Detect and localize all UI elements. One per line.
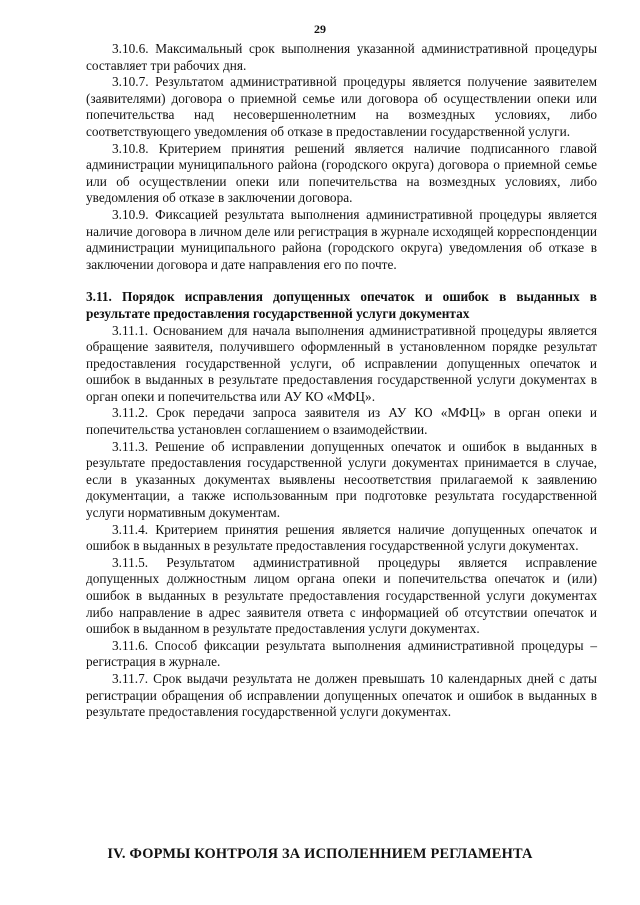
paragraph-3-10-9: 3.10.9. Фиксацией результата выполнения административной процедуры является наличие договора в личном деле или регистрация в журнале исходящей корреспонденции администрации муниципального района (городского округа) уведомления об отказе в заключении договора и дате направления его по почте. [86, 206, 597, 272]
paragraph-3-11-2: 3.11.2. Срок передачи запроса заявителя из АУ КО «МФЦ» в орган опеки и попечительства установлен соглашением о взаимодействии. [86, 405, 597, 438]
paragraph-3-11-3: 3.11.3. Решение об исправлении допущенных опечаток и ошибок в выданных в результате предоставления государственной услуги документах принимается в случае, если в указанных документах выявлены несоответствия прилагаемой к заявлению документации, а также использованным при подготовке результата государственной услуги нормативным документам. [86, 438, 597, 521]
document-body [86, 41, 597, 721]
paragraph-3-11-5: 3.11.5. Результатом административной процедуры является исправление допущенных должностным лицом органа опеки и попечительства опечаток и (или) ошибок в выданных в результате предоставления государственной услуги документах либо направление в адрес заявителя ответа с информацией об отсутствии опечаток и ошибок в выданном в результате предоставления услуги документах. [86, 554, 597, 637]
page-number: 29 [314, 22, 326, 36]
chapter-heading-iv: IV. ФОРМЫ КОНТРОЛЯ ЗА ИСПОЛЕННИЕМ РЕГЛАМЕНТА [107, 846, 533, 862]
paragraph-3-11-7: 3.11.7. Срок выдачи результата не должен превышать 10 календарных дней с даты регистрации обращения об исправлении допущенных опечаток и ошибок в выданных в результате предоставления государственной услуги документах. [86, 670, 597, 720]
paragraph-3-10-7: 3.10.7. Результатом административной процедуры является получение заявителем (заявителями) договора о приемной семье или договора об осуществлении опеки или попечительства над несовершеннолетним на возмездных условиях, либо соответствующего уведомления об отказе в предоставлении государственной услуги. [86, 74, 597, 139]
section-heading-3-11: 3.11. Порядок исправления допущенных опечаток и ошибок в выданных в результате предоставления государственной услуги документах [86, 289, 597, 321]
paragraph-3-11-1: 3.11.1. Основанием для начала выполнения административной процедуры является обращение заявителя, получившего оформленный в установленном порядке результат предоставления государственной услуги, об исправлении допущенных опечаток и ошибок в выданных в результате предоставления государственной услуги документах в орган опеки и попечительства или АУ КО «МФЦ». [86, 322, 597, 404]
paragraph-3-11-4: 3.11.4. Критерием принятия решения является наличие допущенных опечаток и ошибок в выданных в результате предоставления государственной услуги документах. [86, 521, 597, 554]
paragraph-3-10-6: 3.10.6. Максимальный срок выполнения указанной административной процедуры составляет три рабочих дня. [86, 41, 597, 73]
paragraph-3-11-6: 3.11.6. Способ фиксации результата выполнения административной процедуры – регистрация в журнале. [86, 637, 597, 670]
paragraph-3-10-8: 3.10.8. Критерием принятия решений является наличие подписанного главой администрации муниципального района (городского округа) договора о приемной семье или об осуществлении опеки или попечительства на возмездных условиях, либо уведомления об отказе в заключении договора. [86, 140, 597, 206]
